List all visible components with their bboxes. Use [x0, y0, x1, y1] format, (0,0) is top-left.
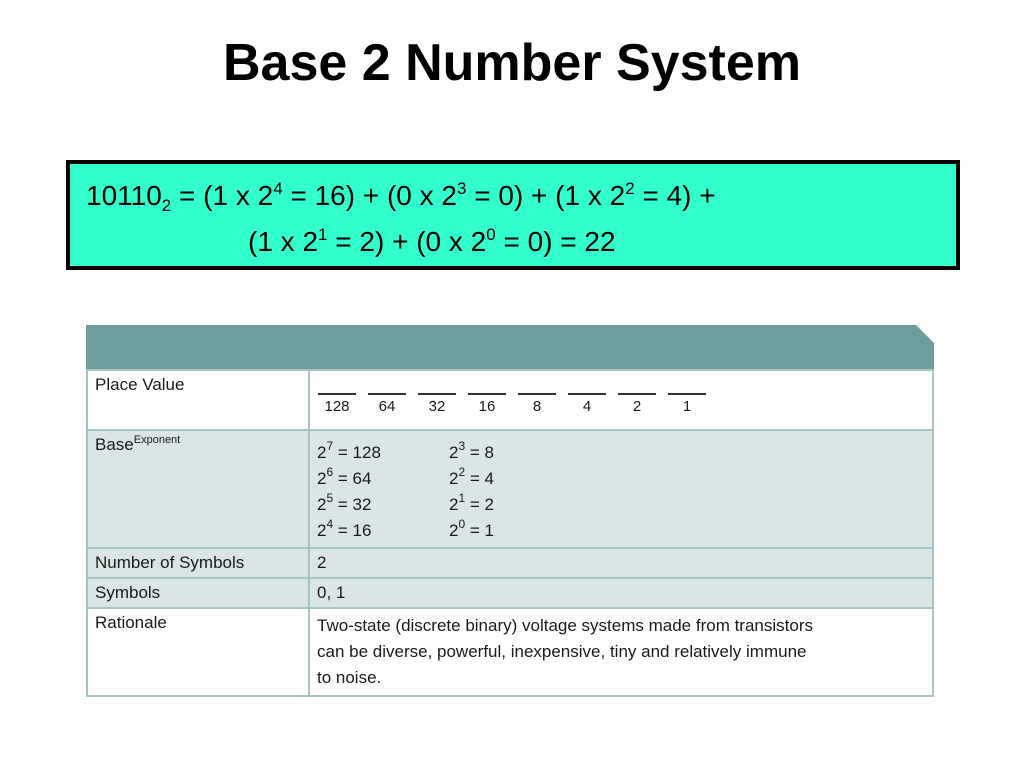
place-value: 128: [317, 379, 357, 415]
place-value: 8: [517, 379, 557, 415]
row-label: Rationale: [87, 608, 309, 696]
exponent: 1: [318, 225, 328, 244]
table-row-base-exponent: [87, 430, 933, 548]
base2-info-table: [86, 325, 934, 714]
row-label: Base$^{Exponent}$: [87, 430, 309, 548]
term-text: = 16) + (0 x 2: [282, 180, 457, 211]
term-text: = (1 x 2: [171, 180, 274, 211]
exponent-entry: $2^2 = 4$: [449, 465, 494, 488]
table-row-rationale: [87, 608, 933, 696]
place-value: 4: [567, 379, 607, 415]
exponent-entry: $2^3 = 8$: [449, 439, 494, 462]
exponent-entry: $2^4 = 16$: [317, 517, 372, 540]
term-text: = 2) + (0 x 2: [327, 226, 487, 257]
place-values-cell: [309, 370, 933, 430]
exponent-entry: $2^5 = 32$: [317, 491, 372, 514]
exponent-list: [317, 435, 925, 543]
exponent: 2: [625, 179, 635, 198]
row-value: 2: [309, 548, 933, 578]
row-label: Number of Symbols: [87, 548, 309, 578]
row-label: Place Value: [87, 370, 309, 430]
exponent: 0: [486, 225, 496, 244]
table-row-number-of-symbols: [87, 548, 933, 578]
row-value: 0, 1: [309, 578, 933, 608]
exponent-entry: $2^7 = 128$: [317, 439, 381, 462]
table-row-place-value: [87, 370, 933, 430]
place-value: 16: [467, 379, 507, 415]
exponent-entry: $2^1 = 2$: [449, 491, 494, 514]
formula-line-2: [248, 224, 616, 260]
place-values: [317, 375, 925, 425]
row-label: Symbols: [87, 578, 309, 608]
exponent-entry: $2^0 = 1$: [449, 517, 494, 540]
term-text: = 0) + (1 x 2: [466, 180, 626, 211]
info-table: [86, 369, 934, 697]
place-value: 64: [367, 379, 407, 415]
table-row-symbols: [87, 578, 933, 608]
formula-box: [66, 160, 960, 270]
page-title: Base 2 Number System: [222, 34, 802, 92]
rationale-text: Two-state (discrete binary) voltage systems made from transistors can be diverse, powerful, inexpensive, tiny and relatively immune to noise.: [309, 608, 933, 696]
exponent-entry: $2^6 = 64$: [317, 465, 372, 488]
term-text: = 4) +: [634, 180, 716, 211]
exponents-cell: [309, 430, 933, 548]
exponent: 3: [457, 179, 467, 198]
base-subscript: 2: [161, 196, 172, 215]
table-header-band: [86, 325, 934, 369]
exponent: 4: [273, 179, 283, 198]
place-value: 2: [617, 379, 657, 415]
formula-line-1: [86, 178, 716, 214]
place-value: 32: [417, 379, 457, 415]
binary-number: 10110: [86, 180, 162, 211]
term-text: = 0) = 22: [495, 226, 616, 257]
term-text: (1 x 2: [248, 226, 319, 257]
place-value: 1: [667, 379, 707, 415]
